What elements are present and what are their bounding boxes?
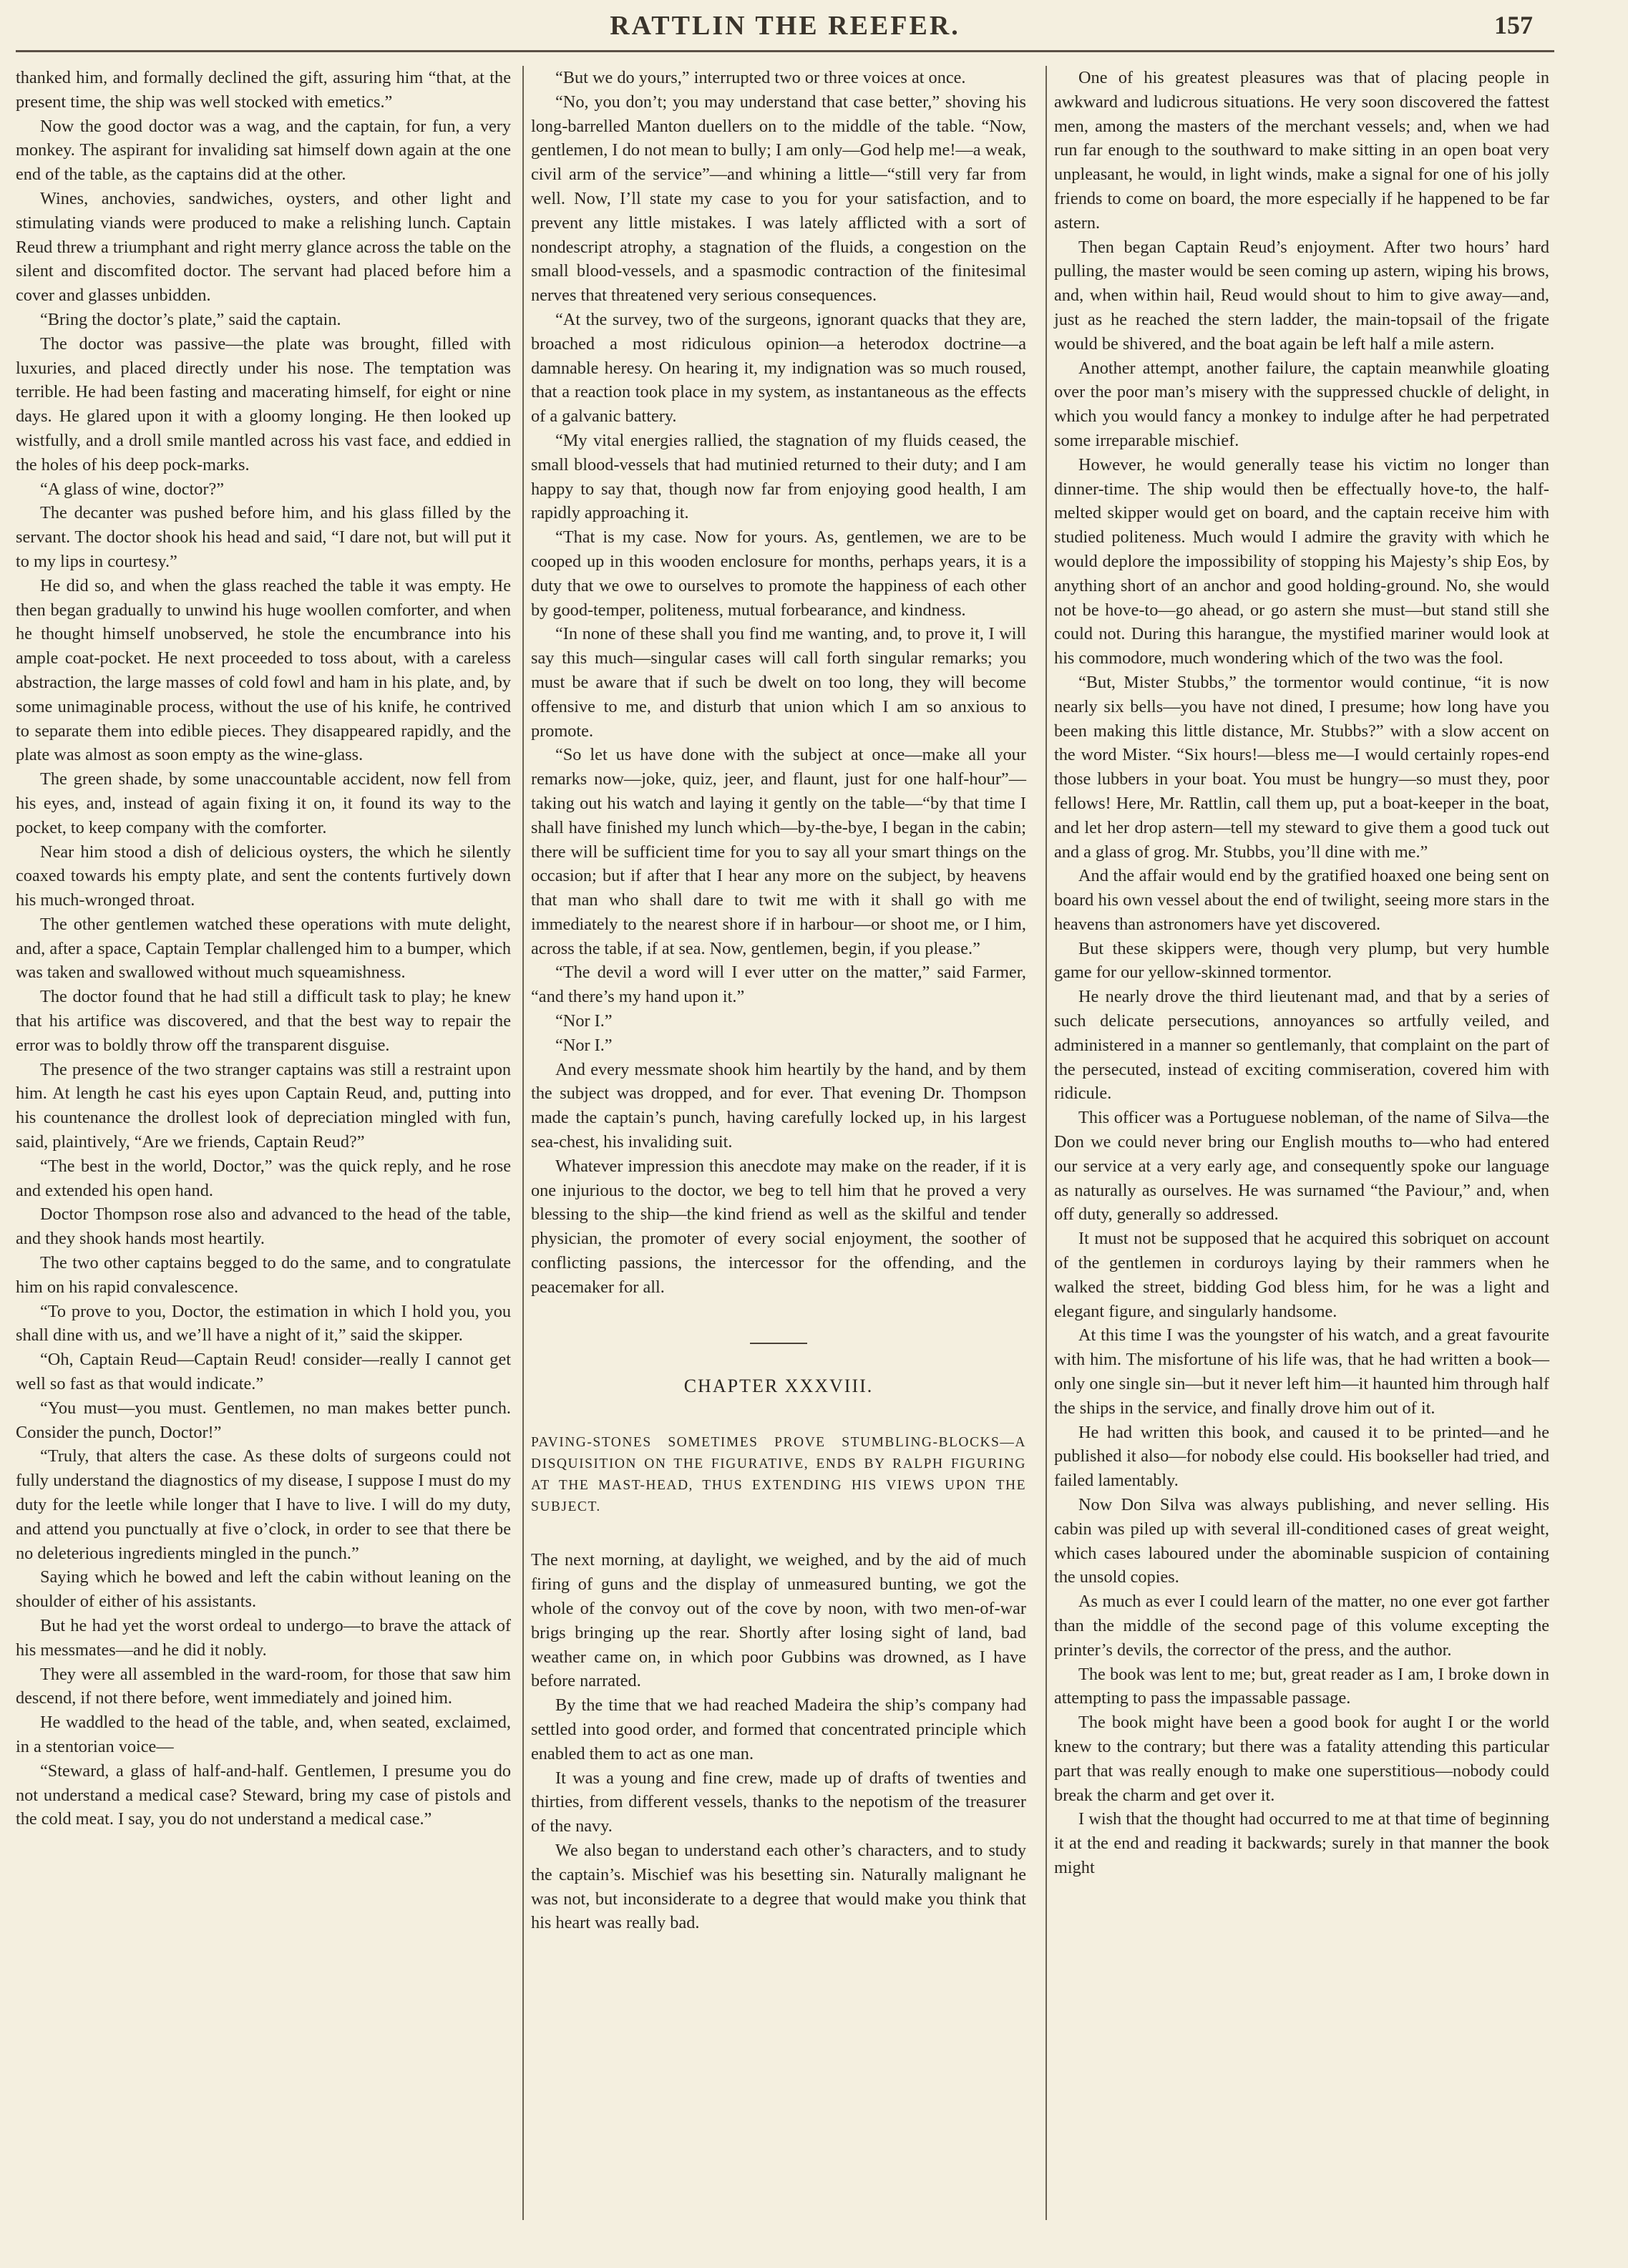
chapter-summary: PAVING-STONES SOMETIMES PROVE STUMBLING-BLOCKS—A DISQUISITION ON THE FIGURATIVE, ENDS BY RALPH FIGURING AT THE MAST-HEAD, THUS EXTENDING HIS VIEWS UPON THE SUBJECT. (531, 1435, 1026, 1515)
paragraph: The book was lent to me; but, great reader as I am, I broke down in attempting to pass the impassable passage. (1054, 1664, 1549, 1708)
paragraph: The two other captains begged to do the same, and to congratulate him on his rapid convalescence. (16, 1253, 511, 1297)
paragraph: The next morning, at daylight, we weighed, and by the aid of much firing of guns and the display of unmeasured bunting, we got the whole of the convoy out of the cove by noon, with two men-of-war brigs bringing up the rear. Shortly after losing sight of land, bad weather came on, in which poor Gubbins was drowned, as I have before narrated. (531, 1550, 1026, 1691)
paragraph: The green shade, by some unaccountable accident, now fell from his eyes, and, instead of again fixing it on, it found its way to the pocket, to keep company with the comforter. (16, 769, 511, 837)
paragraph: “My vital energies rallied, the stagnation of my fluids ceased, the small blood-vessels that had mutinied returned to their duty; and I am happy to say that, though now far from enjoying good health, I am rapidly approaching it. (531, 430, 1026, 523)
text-column-middle (531, 66, 1026, 1935)
paragraph: Near him stood a dish of delicious oysters, the which he silently coaxed towards his empty plate, and sent the contents furtively down his much-wronged throat. (16, 842, 511, 910)
paragraph: As much as ever I could learn of the matter, no one ever got farther than the middle of the second page of this volume excepting the printer’s devils, the corrector of the press, and the author. (1054, 1592, 1549, 1660)
paragraph: Then began Captain Reud’s enjoyment. After two hours’ hard pulling, the master would be seen coming up astern, wiping his brows, and, when within hail, Reud would shout to him to give away—and, just as he reached the stern ladder, the main-topsail of the frigate would be shivered, and the boat again be left half a mile astern. (1054, 237, 1549, 354)
section-divider (750, 1343, 807, 1344)
paragraph: “But we do yours,” interrupted two or three voices at once. (555, 68, 966, 87)
paragraph: He did so, and when the glass reached the table it was empty. He then began gradually to unwind his huge woollen comforter, and when he thought himself unobserved, he stole the encumbrance into his ample coat-pocket. He next proceeded to toss about, with a careless abstraction, the large masses of cold fowl and ham in his plate, and, by some unimaginable process, without the use of his knife, he contrived to separate them into edible pieces. They disappeared rapidly, and the plate was almost as soon empty as the wine-glass. (16, 575, 511, 765)
paragraph: “Steward, a glass of half-and-half. Gentlemen, I presume you do not understand a medical case? Steward, bring my case of pistols and the cold meat. I say, you do not understand a medical case.” (16, 1761, 511, 1829)
paragraph: “No, you don’t; you may understand that case better,” shoving his long-barrelled Manton duellers on to the middle of the table. “Now, gentlemen, I do not mean to bully; I am only—God help me!—a weak, civil arm of the service”—and whining a little—“still very far from well. Now, I’ll state my case to you for your satisfaction, and to prevent any little mistakes. I was lately afflicted with a sort of nondescript atrophy, a stagnation of the fluids, a congestion on the small blood-vessels, and a spasmodic contraction of the finitesimal nerves that threatened very serious consequences. (531, 92, 1026, 306)
paragraph: “To prove to you, Doctor, the estimation in which I hold you, you shall dine with us, and we’ll have a night of it,” said the skipper. (16, 1301, 511, 1345)
text-column-right (1054, 66, 1549, 1880)
paragraph: Another attempt, another failure, the captain meanwhile gloating over the poor man’s misery with the suppressed chuckle of delight, in which you would fancy a monkey to indulge after he had perpetrated some irreparable mischief. (1054, 358, 1549, 450)
paragraph: He had written this book, and caused it to be printed—and he published it also—for nobody else could. His bookseller had tried, and failed lamentably. (1054, 1422, 1549, 1491)
paragraph: At this time I was the youngster of his watch, and a great favourite with him. The misfortune of his life was, that he had written a book—only one single sin—but it never left him—it haunted him through half the ships in the service, and finally drove him out of it. (1054, 1325, 1549, 1418)
paragraph: Now Don Silva was always publishing, and never selling. His cabin was piled up with several ill-conditioned cases of great weight, which cases laboured under the abominable suspicion of containing the unsold copies. (1054, 1495, 1549, 1587)
paragraph: Whatever impression this anecdote may make on the reader, if it is one injurious to the doctor, we beg to tell him that he proved a very blessing to the ship—the kind friend as well as the skilful and tender physician, the promoter of every social enjoyment, the soother of conflicting passions, the intercessor for the offending, and the peacemaker for all. (531, 1156, 1026, 1297)
paragraph: “At the survey, two of the surgeons, ignorant quacks that they are, broached a most ridiculous opinion—a heterodox doctrine—a damnable heresy. On hearing it, my indignation was so much roused, that a reaction took place in my system, as instantaneous as the effects of a galvanic battery. (531, 309, 1026, 427)
paragraph: “The best in the world, Doctor,” was the quick reply, and he rose and extended his open hand. (16, 1156, 511, 1200)
paragraph: However, he would generally tease his victim no longer than dinner-time. The ship would then be effectually hove-to, the half-melted skipper would get on board, and the captain receive him with studied politeness. Much would I admire the gravity with which he would deplore the impossibility of stopping his Majesty’s ship Eos, by anything short of an anchor and good holding-ground. No, she would not be hove-to—go ahead, or go astern she must—but stand still she could not. During this harangue, the mystified mariner would look at his commodore, much wondering which of the two was the fool. (1054, 454, 1549, 668)
paragraph: “So let us have done with the subject at once—make all your remarks now—joke, quiz, jeer, and flaunt, just for one half-hour”—taking out his watch and laying it gently on the table—“by that time I shall have finished my lunch which—by-the-bye, I began in the cabin; there will be sufficient time for you to say all your smart things on the occasion; but if after that I hear any more on the subject, by heavens that man who shall dare to twit me with it shall go with me immediately to the nearest shore if in harbour—or shoot me, or I him, across the table, if at sea. Now, gentlemen, begin, if you please.” (531, 745, 1026, 958)
chapter-title: CHAPTER XXXVIII. (683, 1375, 874, 1396)
running-title: RATTLIN THE REEFER. (610, 11, 960, 41)
paragraph: thanked him, and formally declined the gift, assuring him “that, at the present time, the ship was well stocked with emetics.” (16, 68, 511, 112)
paragraph: We also began to understand each other’s characters, and to study the captain’s. Mischief was his besetting sin. Naturally malignant he was not, but inconsiderate to a degree that would make you think that his heart was really bad. (531, 1841, 1026, 1933)
paragraph: The doctor was passive—the plate was brought, filled with luxuries, and placed directly under his nose. The temptation was terrible. He had been fasting and macerating himself, for eight or nine days. He glared upon it with a gloomy longing. He then looked up wistfully, and a droll smile mantled across his vast face, and eddied in the holes of his deep pock-marks. (16, 334, 511, 474)
paragraph: The other gentlemen watched these operations with mute delight, and, after a space, Captain Templar challenged him to a bumper, which was taken and swallowed without much squeamishness. (16, 914, 511, 983)
paragraph: The doctor found that he had still a difficult task to play; he knew that his artifice was discovered, and that the best way to repair the error was to boldly throw off the transparent disguise. (16, 987, 511, 1055)
paragraph: “You must—you must. Gentlemen, no man makes better punch. Consider the punch, Doctor!” (16, 1398, 511, 1442)
paragraph: It was a young and fine crew, made up of drafts of twenties and thirties, from different vessels, thanks to the nepotism of the treasurer of the navy. (531, 1768, 1026, 1836)
column-rule-left (522, 66, 524, 2220)
paragraph: And the affair would end by the gratified hoaxed one being sent on board his own vessel about the end of twilight, seeing more stars in the heavens than astronomers have yet discovered. (1054, 866, 1549, 934)
paragraph: Now the good doctor was a wag, and the captain, for fun, a very monkey. The aspirant for invaliding sat himself down again at the one end of the table, as the captains did at the other. (16, 116, 511, 185)
paragraph: “A glass of wine, doctor?” (40, 479, 225, 499)
paragraph: “Nor I.” (555, 1035, 613, 1055)
paragraph: “The devil a word will I ever utter on the matter,” said Farmer, “and there’s my hand upon it.” (531, 963, 1026, 1007)
paragraph: “Oh, Captain Reud—Captain Reud! consider—really I cannot get well so fast as that would indicate.” (16, 1350, 511, 1394)
paragraph: “Truly, that alters the case. As these dolts of surgeons could not fully understand the diagnostics of my disease, I suppose I must do my duty for the leetle while longer that I have to live. I will do my duty, and attend you punctually at five o’clock, in order to see that there be no deleterious ingredients mingled in the punch.” (16, 1446, 511, 1563)
paragraph: By the time that we had reached Madeira the ship’s company had settled into good order, and formed that concentrated principle which enabled them to act as one man. (531, 1695, 1026, 1763)
page-number: 157 (1494, 11, 1533, 39)
paragraph: “Nor I.” (555, 1011, 613, 1031)
paragraph: They were all assembled in the ward-room, for those that saw him descend, if not there before, went immediately and joined him. (16, 1664, 511, 1708)
paragraph: “In none of these shall you find me wanting, and, to prove it, I will say this much—singular cases will call forth singular remarks; you must be aware that if such be dwelt on too long, they will become offensive to me, and disturb that union which I am so anxious to promote. (531, 624, 1026, 741)
paragraph: It must not be supposed that he acquired this sobriquet on account of the gentlemen in corduroys laying by their rammers when he walked the street, bidding God bless him, for he was a light and elegant figure, and singularly handsome. (1054, 1229, 1549, 1321)
paragraph: “Bring the doctor’s plate,” said the captain. (40, 309, 341, 329)
paragraph: And every messmate shook him heartily by the hand, and by them the subject was dropped, and for ever. That evening Dr. Thompson made the captain’s punch, having carefully locked up, in his largest sea-chest, his invaliding suit. (531, 1059, 1026, 1152)
paragraph: I wish that the thought had occurred to me at that time of beginning it at the end and reading it backwards; surely in that manner the book might (1054, 1809, 1549, 1877)
text-column-left (16, 66, 511, 1831)
paragraph: This officer was a Portuguese nobleman, of the name of Silva—the Don we could never bring our English mouths to—who had entered our service at a very early age, and consequently spoke our language as naturally as ourselves. He was surnamed “the Paviour,” and, when off duty, generally so addressed. (1054, 1108, 1549, 1225)
paragraph: He waddled to the head of the table, and, when seated, exclaimed, in a stentorian voice— (16, 1713, 511, 1756)
page-header (16, 4, 1554, 52)
paragraph: Wines, anchovies, sandwiches, oysters, and other light and stimulating viands were produced to make a relishing lunch. Captain Reud threw a triumphant and right merry glance across the table on the silent and discomfited doctor. The servant had placed before him a cover and glasses unbidden. (16, 188, 511, 306)
paragraph: “That is my case. Now for yours. As, gentlemen, we are to be cooped up in this wooden enclosure for months, perhaps years, it is a duty that we owe to ourselves to promote the happiness of each other by good-temper, politeness, mutual forbearance, and kindness. (531, 527, 1026, 620)
paragraph: Doctor Thompson rose also and advanced to the head of the table, and they shook hands most heartily. (16, 1204, 511, 1249)
paragraph: He nearly drove the third lieutenant mad, and that by a series of such delicate persecutions, annoyances so artfully veiled, and administered in a manner so gentlemanly, that complaint on the part of the persecuted, instead of exciting commiseration, covered him with ridicule. (1054, 987, 1549, 1104)
column-rule-right (1045, 66, 1047, 2220)
paragraph: “But, Mister Stubbs,” the tormentor would continue, “it is now nearly six bells—you have not dined, I presume; how long have you been making this little distance, Mr. Stubbs?” with a slow accent on the word Mister. “Six hours!—bless me—I would certainly ropes-end those lubbers in your boat. You must be hungry—so must they, poor fellows! Here, Mr. Rattlin, call them up, put a boat-keeper in the boat, and let her drop astern—tell my steward to give them a good tuck out and a glass of grog. Mr. Stubbs, you’ll dine with me.” (1054, 672, 1549, 862)
paragraph: The book might have been a good book for aught I or the world knew to the contrary; but there was a fatality attending this particular part that was really enough to make one superstitious—nobody could break the charm and get over it. (1054, 1713, 1549, 1805)
paragraph: The presence of the two stranger captains was still a restraint upon him. At length he cast his eyes upon Captain Reud, and, putting into his countenance the drollest look of depreciation mingled with fun, said, plaintively, “Are we friends, Captain Reud?” (16, 1059, 511, 1152)
paragraph: But he had yet the worst ordeal to undergo—to brave the attack of his messmates—and he did it nobly. (16, 1616, 511, 1660)
paragraph: The decanter was pushed before him, and his glass filled by the servant. The doctor shook his head and said, “I dare not, but will put it to my lips in courtesy.” (16, 503, 511, 571)
paragraph: But these skippers were, though very plump, but very humble game for our yellow-skinned tormentor. (1054, 938, 1549, 983)
paragraph: Saying which he bowed and left the cabin without leaning on the shoulder of either of his assistants. (16, 1567, 511, 1612)
paragraph: One of his greatest pleasures was that of placing people in awkward and ludicrous situations. He very soon discovered the fattest men, among the masters of the merchant vessels; and, when we had run far enough to the southward to make sitting in an open boat very unpleasant, he would, in light winds, make a signal for one of his jolly friends to come on board, the more especially if he happened to be far astern. (1054, 68, 1549, 233)
